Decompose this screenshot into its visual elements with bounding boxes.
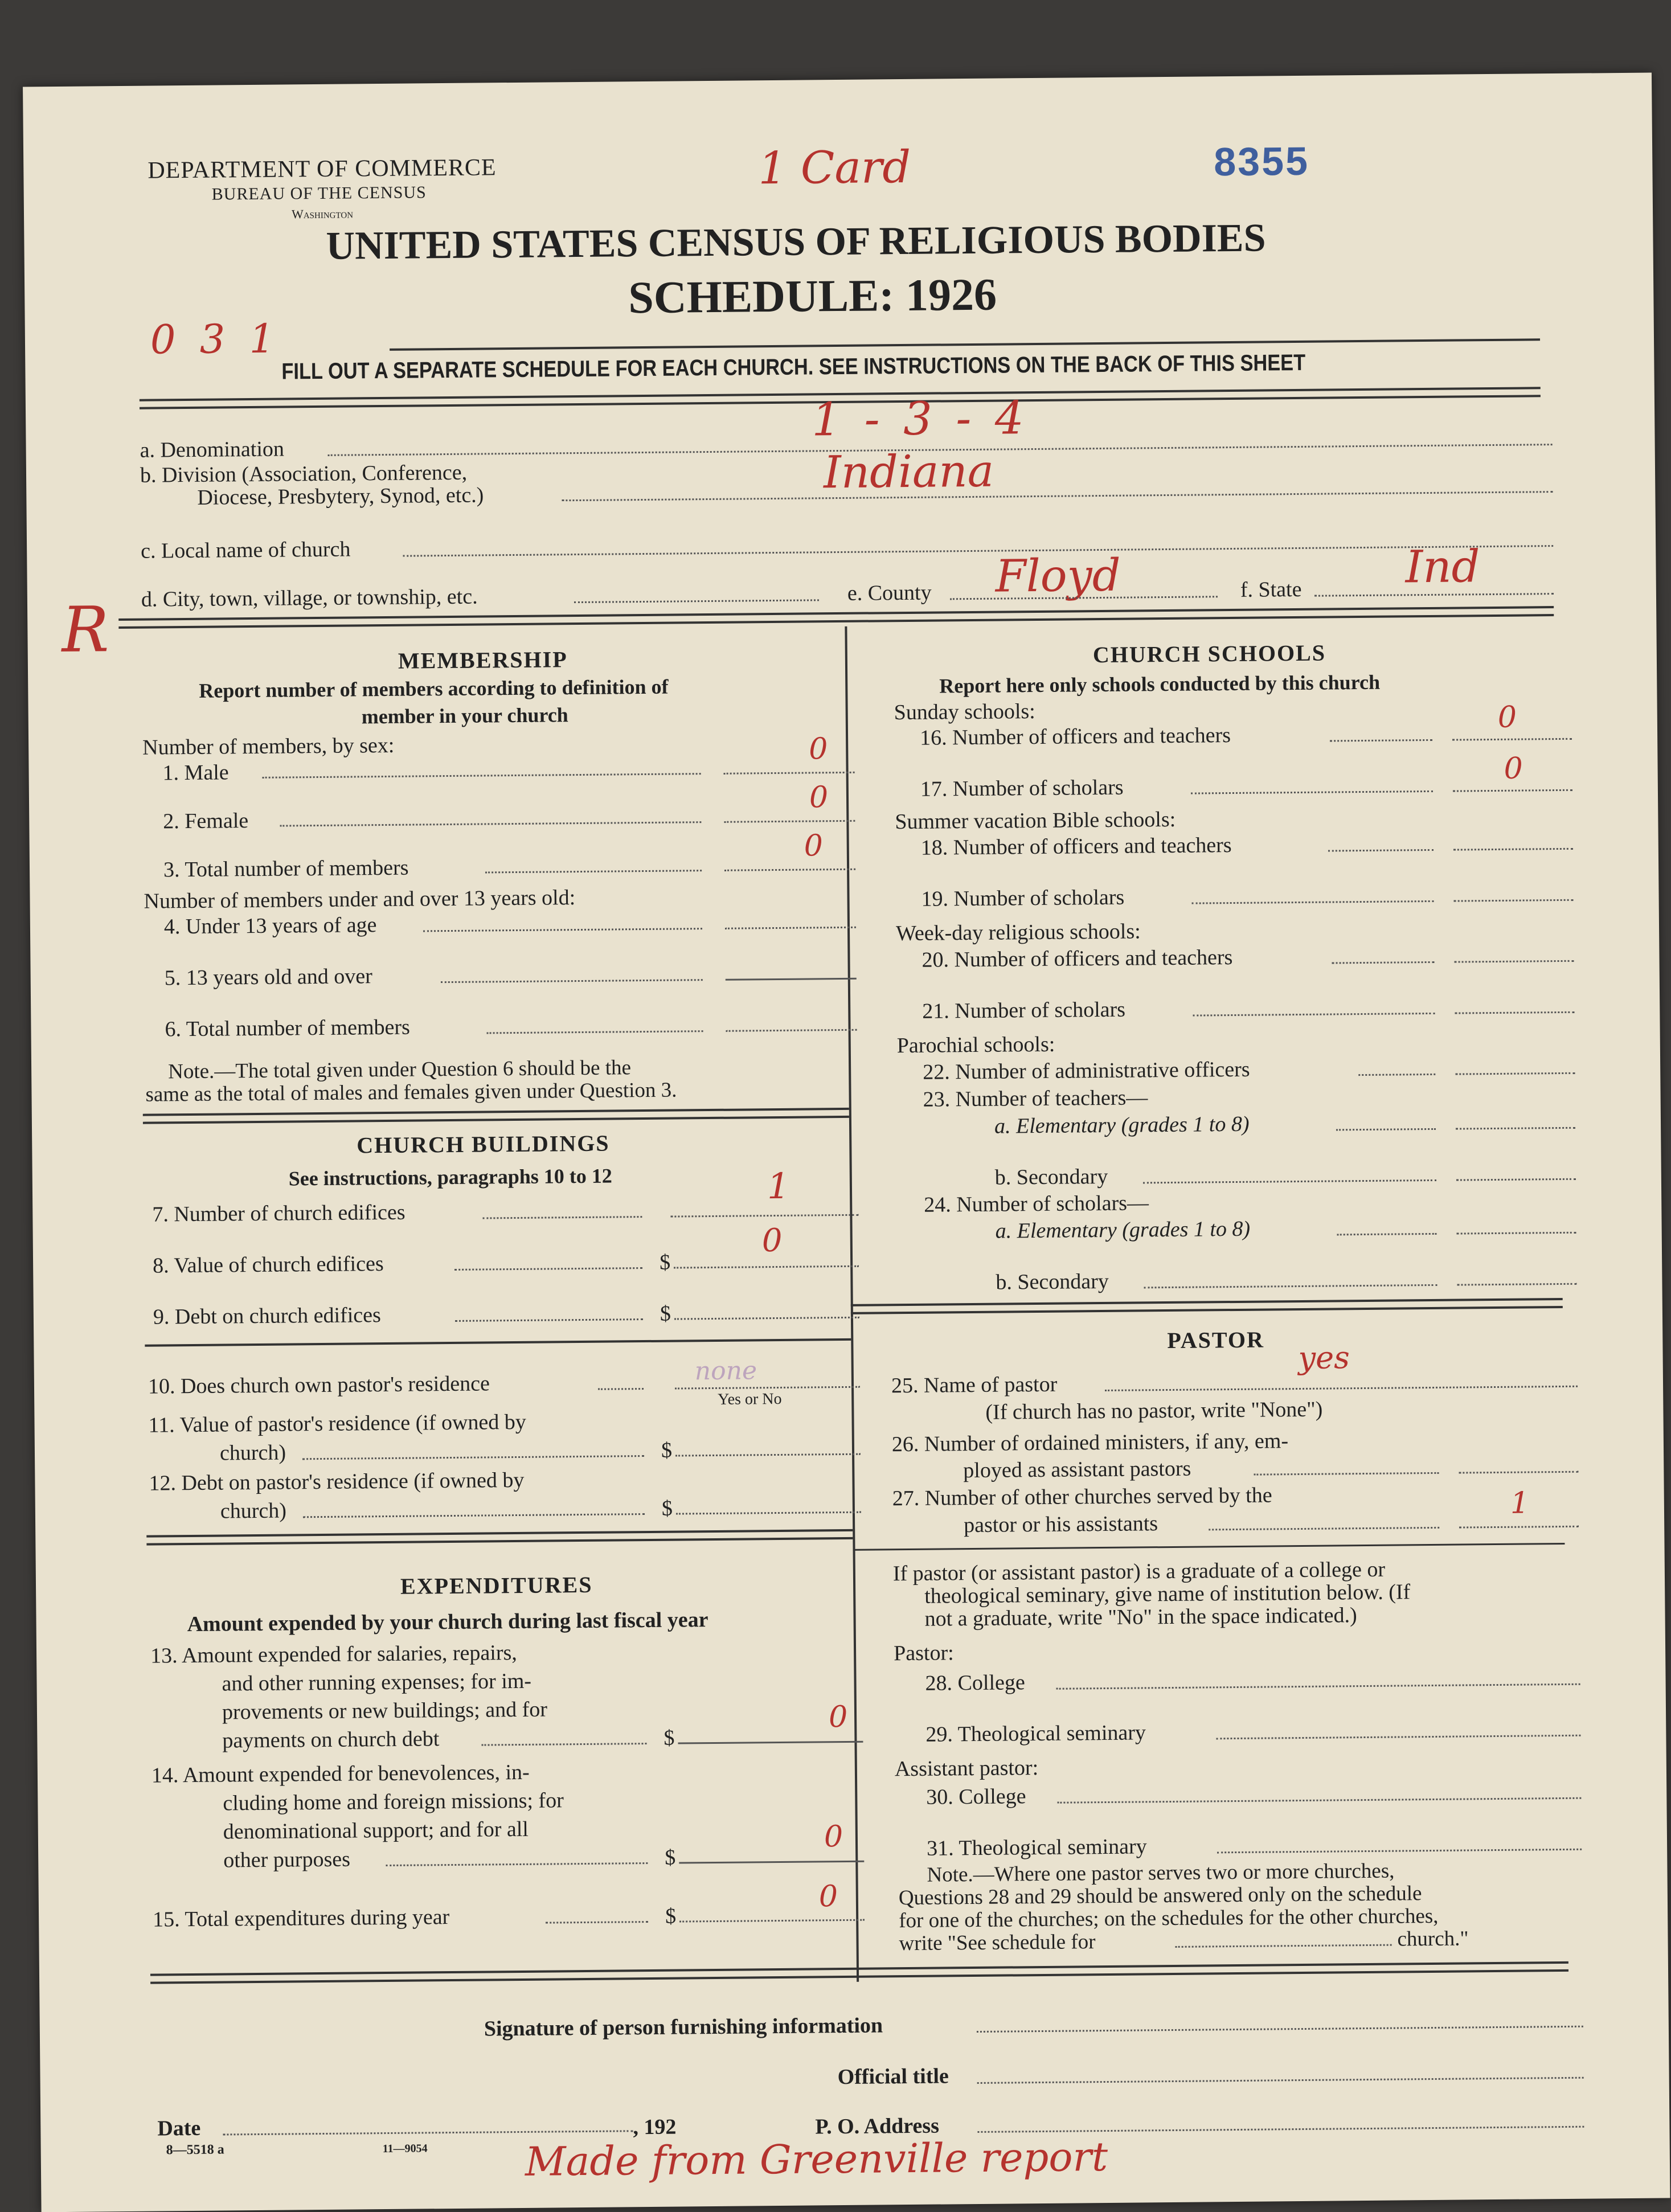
q7-answer-line [670,1214,858,1218]
q20-label: 20. Number of officers and teachers [921,945,1233,972]
expenditures-heading: EXPENDITURES [400,1571,593,1599]
graduate-note-3: not a graduate, write "No" in the space indicated.) [924,1603,1357,1631]
q12-line [303,1513,645,1518]
q19-answer-line [1454,899,1574,902]
q23b-answer-line [1456,1178,1576,1181]
q14-line [386,1862,648,1866]
q9-label: 9. Debt on church edifices [153,1303,382,1329]
denomination-label: a. Denomination [140,437,285,462]
q6-answer-line [726,1029,857,1032]
q3-answer-line [724,869,855,871]
q23a-answer-line [1456,1127,1575,1130]
q12-label: 12. Debt on pastor's residence (if owned by [149,1468,525,1496]
handwritten-r: R [61,593,109,666]
q24b-label: b. Secondary [996,1269,1109,1295]
pastor-note-5: church." [1397,1927,1469,1951]
summer-label: Summer vacation Bible schools: [895,807,1176,834]
q14-label-2: cluding home and foreign missions; for [223,1788,564,1816]
state-value: Ind [1405,541,1480,593]
q7-label: 7. Number of church edifices [152,1200,406,1227]
q4-line [423,928,702,932]
q11-label-2: church) [219,1440,286,1465]
divider [146,1529,853,1546]
q28-label: 28. College [925,1670,1025,1695]
q24-label: 24. Number of scholars— [924,1191,1149,1217]
department-label: DEPARTMENT OF COMMERCE [148,154,497,184]
q13-value: 0 [828,1699,848,1735]
buildings-heading: CHURCH BUILDINGS [357,1130,610,1158]
q9-dollar: $ [660,1301,671,1326]
q13-line [481,1743,646,1746]
expenditures-sub: Amount expended by your church during last fiscal year [187,1608,708,1637]
by-sex-label: Number of members, by sex: [142,733,395,760]
q25-line [1105,1386,1578,1391]
buildings-sub: See instructions, paragraphs 10 to 12 [288,1164,612,1190]
q3-line [485,870,702,873]
q2-answer-line [724,820,855,823]
denomination-value: 1 - 3 - 4 [811,391,1029,447]
q5-line [441,979,703,983]
state-label: f. State [1240,577,1302,602]
handwritten-code: 0 3 1 [150,315,281,363]
graduate-note-2: theological seminary, give name of institution below. (If [924,1580,1411,1608]
q14-label: 14. Amount expended for benevolences, in- [151,1760,530,1788]
q10-line [598,1388,644,1390]
q28-line [1056,1683,1580,1690]
q27-value: 1 [1510,1486,1530,1521]
q23-label: 23. Number of teachers— [923,1085,1148,1112]
q17-answer-line [1453,789,1572,792]
q26-answer-line [1459,1471,1578,1474]
q13-label-3: provements or new buildings; and for [222,1697,548,1724]
q19-label: 19. Number of scholars [921,885,1125,911]
q8-answer-line [674,1265,859,1269]
q1-label: 1. Male [162,760,229,785]
q21-answer-line [1455,1011,1574,1014]
q13-answer-line [678,1741,863,1744]
q23b-line [1143,1179,1436,1183]
q23b-label: b. Secondary [994,1164,1108,1190]
q17-value: 0 [1504,751,1523,786]
q14-answer-line [679,1861,864,1864]
q11-line [302,1455,644,1460]
q4-label: 4. Under 13 years of age [163,913,377,939]
divider [390,338,1540,351]
local-name-line [403,545,1553,557]
q24a-line [1337,1233,1437,1236]
schools-sub: Report here only schools conducted by this church [939,670,1381,698]
q27-label-2: pastor or his assistants [963,1511,1158,1538]
pastor-note-1: Note.—Where one pastor serves two or more churches, [927,1859,1395,1887]
q15-value: 0 [818,1879,838,1914]
instruction-banner: FILL OUT A SEPARATE SCHEDULE FOR EACH CHURCH. SEE INSTRUCTIONS ON THE BACK OF THIS SHEET [281,350,1306,384]
q16-line [1330,739,1432,742]
division-value: Indiana [823,445,994,499]
q16-answer-line [1452,738,1572,741]
po-address-label: P. O. Address [815,2113,940,2139]
city-field-label: d. City, town, village, or township, etc. [141,584,478,612]
q26-label-2: ployed as assistant pastors [963,1456,1191,1483]
date-year: , 192 [633,2115,677,2140]
q19-line [1192,900,1434,904]
q29-line [1216,1735,1580,1740]
q24b-answer-line [1457,1283,1576,1286]
q10-value: none [694,1356,757,1386]
q30-line [1057,1797,1581,1804]
bureau-label: BUREAU OF THE CENSUS [211,183,427,204]
handwritten-footer-note: Made from Greenville report [525,2133,1108,2185]
q7-line [482,1216,642,1219]
city-line [574,599,819,603]
form-title: UNITED STATES CENSUS OF RELIGIOUS BODIES [326,216,1266,268]
census-form-sheet [23,73,1670,2212]
q5-label: 5. 13 years old and over [164,964,373,990]
q12-dollar: $ [661,1496,673,1521]
q14-dollar: $ [665,1845,676,1870]
q2-value: 0 [809,780,829,815]
membership-note-1: Note.—The total given under Question 6 should be the [167,1056,632,1084]
county-value: Floyd [995,550,1121,603]
weekday-label: Week-day religious schools: [895,919,1141,946]
q25-note: (If church has no pastor, write "None") [985,1397,1323,1424]
pastor-note-3: for one of the churches; on the schedules for the other churches, [899,1904,1439,1933]
q15-answer-line [679,1919,865,1923]
q18-line [1328,849,1434,852]
q4-answer-line [725,927,856,929]
q18-answer-line [1453,848,1573,851]
q17-label: 17. Number of scholars [920,775,1124,801]
q8-value: 0 [761,1222,783,1260]
schedule-title: SCHEDULE: 1926 [628,269,997,323]
q2-label: 2. Female [163,809,249,834]
q3-label: 3. Total number of members [163,855,409,882]
q12-label-2: church) [220,1498,287,1523]
q13-label-2: and other running expenses; for im- [222,1669,532,1696]
schools-heading: CHURCH SCHOOLS [1092,640,1326,668]
q1-line [263,773,701,779]
q26-label: 26. Number of ordained ministers, if any, em- [891,1429,1289,1457]
q3-value: 0 [804,829,824,863]
q23a-line [1336,1128,1436,1131]
q14-label-3: denominational support; and for all [223,1817,529,1844]
q18-label: 18. Number of officers and teachers [920,833,1232,860]
q6-label: 6. Total number of members [165,1015,411,1042]
division-line [562,491,1553,501]
q13-label: 13. Amount expended for salaries, repairs, [150,1641,517,1668]
q8-label: 8. Value of church edifices [152,1252,384,1278]
q21-line [1193,1013,1435,1017]
local-name-label: c. Local name of church [140,537,351,563]
county-label: e. County [847,580,932,605]
q10-label: 10. Does church own pastor's residence [148,1371,490,1399]
official-title-line [977,2077,1584,2084]
q29-label: 29. Theological seminary [925,1721,1146,1747]
date-label: Date [157,2116,201,2141]
q5-answer-line [726,978,857,981]
form-number-2: 11—9054 [382,2142,428,2156]
stamp-number: 8355 [1213,138,1310,185]
q6-line [487,1030,703,1034]
q22-answer-line [1455,1072,1575,1075]
sunday-label: Sunday schools: [894,699,1035,725]
city-label: Washington [291,206,354,222]
q9-line [455,1318,643,1322]
q24a-answer-line [1457,1232,1576,1235]
q27-answer-line [1459,1526,1579,1529]
divider [851,1298,1563,1314]
q22-line [1358,1074,1435,1076]
q25-label: 25. Name of pastor [891,1372,1058,1398]
q20-line [1332,961,1435,964]
q1-value: 0 [808,732,828,767]
q13-dollar: $ [664,1726,675,1750]
assistant-subhead: Assistant pastor: [894,1756,1039,1781]
q15-dollar: $ [665,1904,677,1928]
pastor-note-4: write "See schedule for [899,1930,1096,1956]
q31-label: 31. Theological seminary [926,1834,1147,1861]
pastor-heading: PASTOR [1167,1326,1265,1354]
signature-label: Signature of person furnishing information [484,2013,883,2041]
q25-value: yes [1298,1340,1350,1377]
graduate-note-1: If pastor (or assistant pastor) is a graduate of a college or [892,1557,1386,1586]
q1-answer-line [724,772,855,775]
membership-sub-1: Report number of members according to definition of [199,675,669,702]
q15-line [546,1921,648,1924]
divider [853,1543,1565,1551]
q24a-label: a. Elementary (grades 1 to 8) [995,1216,1251,1243]
q12-answer-line [676,1511,861,1515]
q17-line [1191,790,1433,794]
q11-dollar: $ [661,1438,673,1463]
parochial-label: Parochial schools: [896,1032,1055,1058]
q20-answer-line [1455,960,1574,963]
divider [145,1338,851,1347]
q7-value: 1 [767,1165,790,1207]
q16-label: 16. Number of officers and teachers [919,723,1231,750]
po-address-line [977,2126,1584,2133]
q14-value: 0 [824,1820,843,1854]
q22-label: 22. Number of administrative officers [923,1057,1250,1084]
see-schedule-line [1176,1944,1392,1948]
division-label-2: Diocese, Presbytery, Synod, etc.) [197,483,484,510]
division-label: b. Division (Association, Conference, [140,460,468,488]
by-age-label: Number of members under and over 13 years old: [144,886,576,914]
pastor-note-2: Questions 28 and 29 should be answered only on the schedule [898,1882,1422,1910]
q24b-line [1144,1284,1437,1288]
q9-answer-line [674,1317,859,1320]
date-line [223,2130,633,2135]
state-line [1314,593,1554,597]
q31-line [1217,1849,1582,1854]
q27-label: 27. Number of other churches served by the [892,1483,1272,1511]
q8-line [454,1267,642,1271]
q21-label: 21. Number of scholars [922,997,1126,1023]
pastor-subhead: Pastor: [893,1641,954,1666]
official-title-label: Official title [837,2064,949,2090]
q23a-label: a. Elementary (grades 1 to 8) [994,1112,1250,1138]
divider [143,1108,849,1124]
q10-answer-line [675,1386,860,1390]
q26-line [1254,1472,1439,1476]
q14-label-4: other purposes [223,1847,351,1873]
q27-line [1209,1527,1439,1531]
membership-note-2: same as the total of males and females given under Question 3. [145,1078,677,1107]
q16-value: 0 [1497,700,1517,735]
handwritten-card-note: 1 Card [757,141,911,195]
divider [150,1961,1568,1984]
q30-label: 30. College [926,1784,1026,1809]
q13-label-4: payments on church debt [222,1727,440,1753]
membership-sub-2: member in your church [361,703,568,728]
yes-no-hint: Yes or No [718,1390,782,1408]
q11-label: 11. Value of pastor's residence (if owned by [148,1410,526,1437]
signature-line [977,2026,1583,2033]
q11-answer-line [675,1453,861,1457]
form-number-1: 8—5518 a [166,2142,224,2158]
q2-line [280,821,701,826]
q8-dollar: $ [659,1250,671,1275]
membership-heading: MEMBERSHIP [398,646,568,674]
q15-label: 15. Total expenditures during year [152,1905,450,1932]
